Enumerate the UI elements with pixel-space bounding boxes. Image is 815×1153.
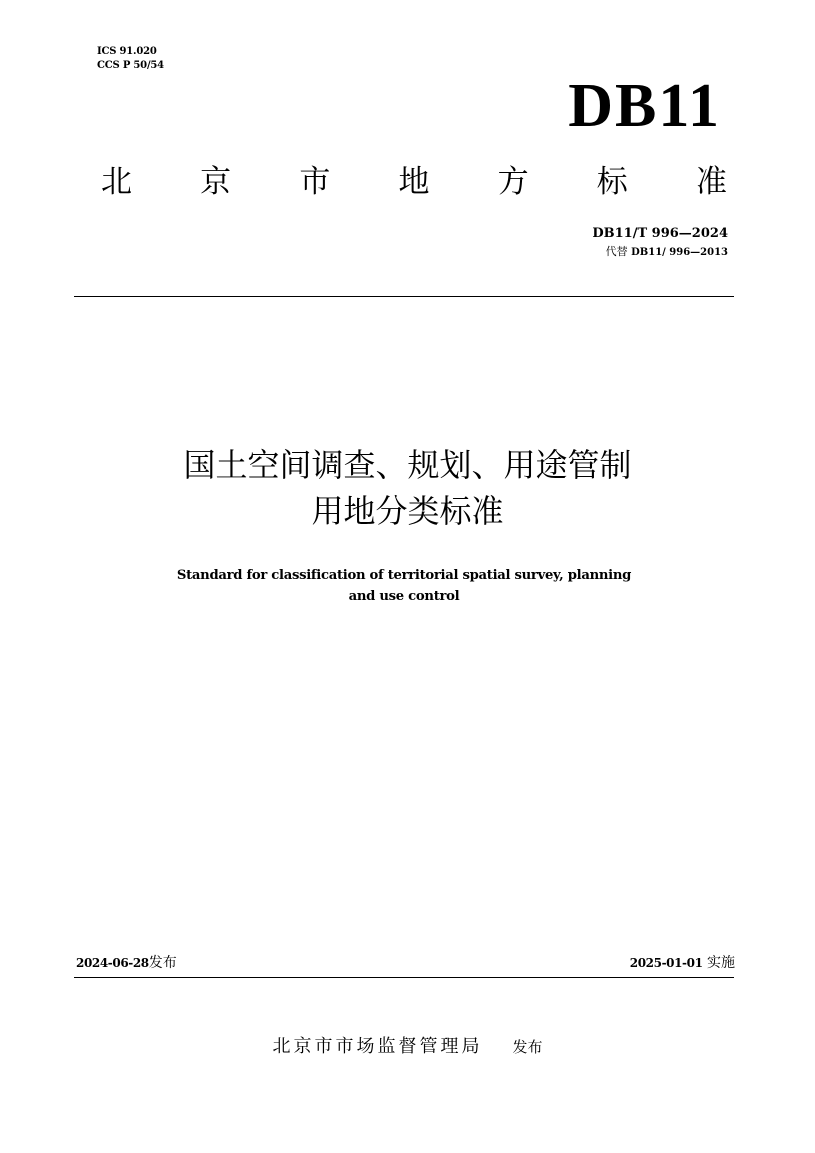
standard-type-char: 地 bbox=[398, 164, 430, 200]
chinese-title-line-1: 国土空间调查、规划、用途管制 bbox=[183, 446, 632, 484]
standard-type-char: 方 bbox=[497, 164, 529, 200]
replaces-label: 代替 bbox=[605, 245, 628, 258]
replaces-code: DB11/ 996—2013 bbox=[631, 247, 728, 258]
standard-code-logo: DB11 bbox=[568, 72, 721, 140]
english-title bbox=[74, 565, 734, 607]
publisher-line bbox=[0, 1035, 815, 1059]
issue-label: 发布 bbox=[148, 955, 177, 971]
replaces-line bbox=[606, 245, 728, 260]
publisher-name: 北京市市场监督管理局 bbox=[272, 1036, 483, 1057]
standard-type-char: 京 bbox=[200, 164, 232, 200]
chinese-title-line-2: 用地分类标准 bbox=[311, 492, 504, 530]
standard-type-heading bbox=[101, 162, 727, 202]
implementation-date-line bbox=[630, 954, 735, 972]
ics-code: ICS 91.020 bbox=[97, 46, 157, 57]
standard-type-char: 市 bbox=[299, 164, 331, 200]
standard-type-char: 准 bbox=[695, 164, 727, 200]
english-title-line-1: Standard for classification of territorial spatial survey, planning bbox=[176, 568, 632, 583]
ccs-code: CCS P 50/54 bbox=[97, 60, 164, 71]
implementation-label: 实施 bbox=[707, 955, 735, 971]
header-divider bbox=[74, 296, 734, 297]
standard-type-char: 北 bbox=[101, 164, 132, 200]
footer-divider bbox=[74, 977, 734, 978]
issue-date: 2024-06-28 bbox=[76, 956, 149, 970]
english-title-line-2: and use control bbox=[348, 589, 460, 604]
publish-action: 发布 bbox=[512, 1038, 543, 1056]
standard-number: DB11/T 996—2024 bbox=[592, 226, 728, 241]
issue-date-line bbox=[76, 954, 177, 972]
implementation-date: 2025-01-01 bbox=[629, 956, 703, 970]
standard-type-char: 标 bbox=[596, 164, 628, 200]
classification-codes bbox=[97, 45, 164, 73]
chinese-title bbox=[0, 442, 815, 534]
